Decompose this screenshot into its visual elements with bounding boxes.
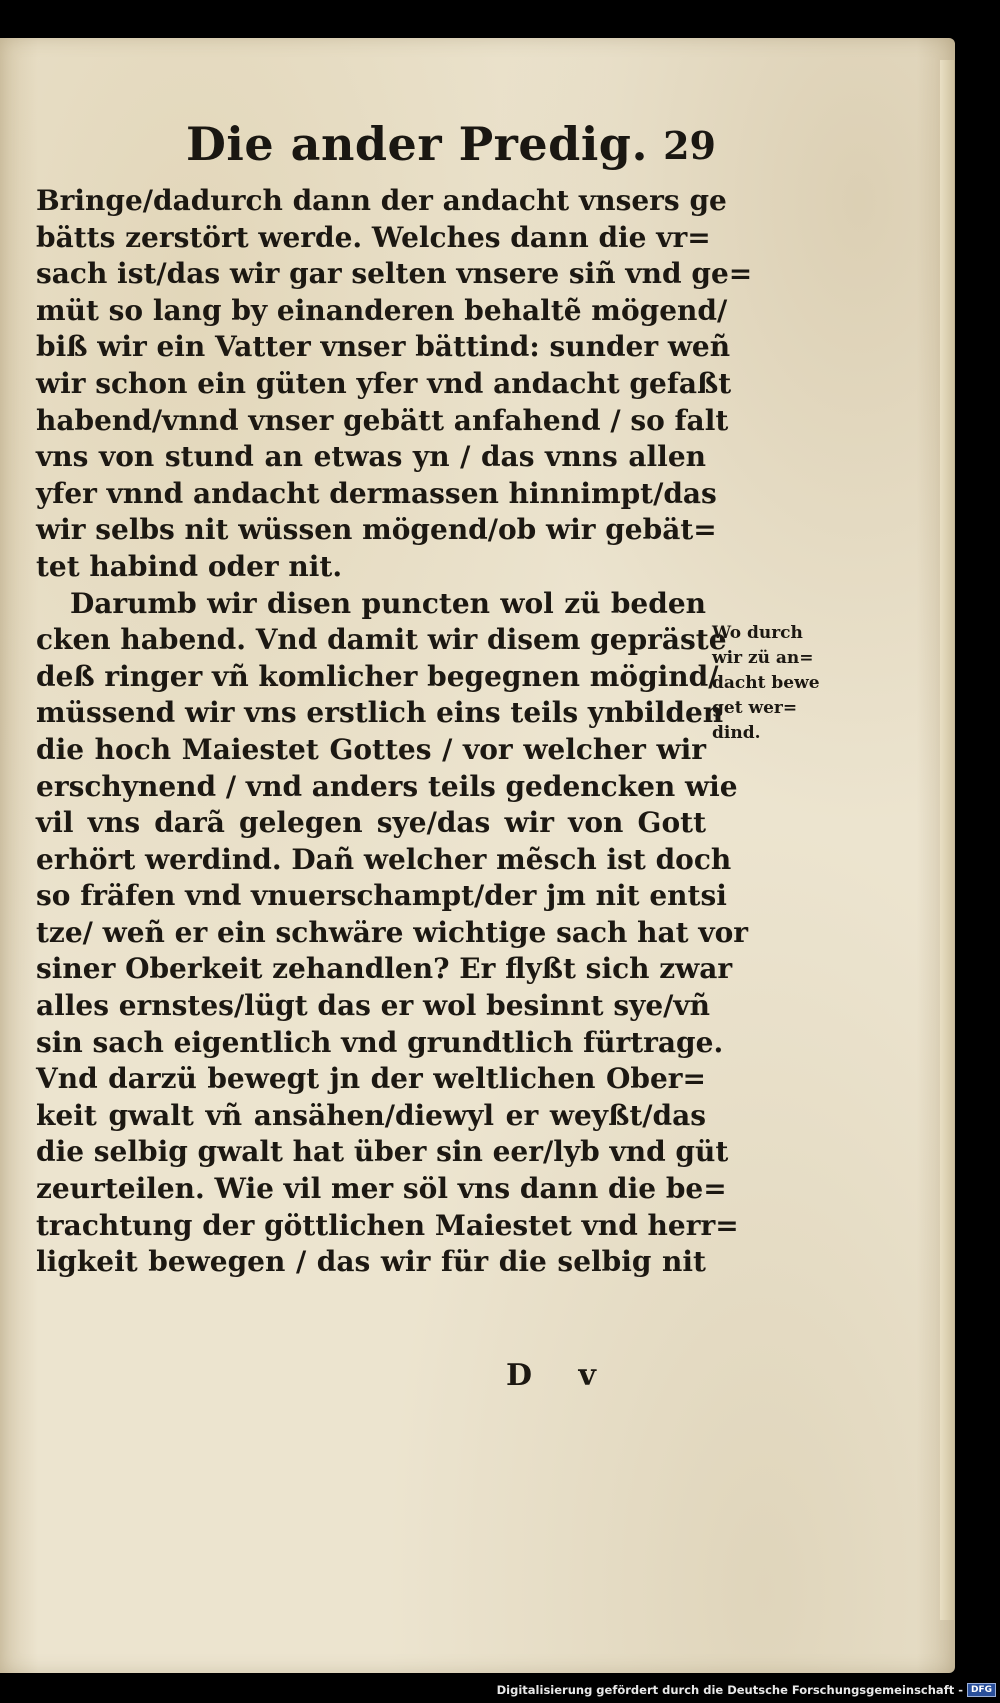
text-line: tze/ weñ er ein schwäre wichtige sach hat vor xyxy=(36,915,749,949)
text-line: deß ringer vñ komlicher begegnen mögind/ xyxy=(36,659,719,693)
text-line: keit gwalt vñ ansähen/diewyl er weyßt/das xyxy=(36,1098,706,1132)
text-line: sach ist/das wir gar selten vnsere siñ vnd ge= xyxy=(36,257,753,291)
text-line: bätts zerstört werde. Welches dann die vr= xyxy=(36,220,711,254)
digitization-credit xyxy=(497,1679,996,1701)
text-line: yfer vnnd andacht dermassen hinnimpt/das xyxy=(36,476,717,510)
text-line: Darumb wir disen puncten wol zü beden xyxy=(70,586,706,620)
page-number: 29 xyxy=(663,123,716,168)
marginal-line: wir zü an= xyxy=(712,648,814,668)
signature-mark: D v xyxy=(506,1358,614,1393)
marginal-note xyxy=(712,621,852,746)
text-line: müssend wir vns erstlich eins teils ynbilden xyxy=(36,696,724,730)
page-header xyxy=(186,117,716,177)
text-line: müt so lang by einanderen behaltẽ mögend/ xyxy=(36,293,728,327)
dfg-logo: DFG xyxy=(967,1683,996,1697)
marginal-line: dacht bewe xyxy=(712,673,820,693)
text-line: biß wir ein Vatter vnser bättind: sunder weñ xyxy=(36,330,731,364)
running-title: Die ander Predig. xyxy=(186,117,648,171)
text-line: erhört werdind. Dañ welcher mẽsch ist doch xyxy=(36,842,732,876)
marginal-line: dind. xyxy=(712,723,761,743)
text-line: zeurteilen. Wie vil mer söl vns dann die be= xyxy=(36,1172,727,1206)
page-edge xyxy=(940,60,954,1620)
text-line: vns von stund an etwas yn / das vnns allen xyxy=(36,440,706,474)
text-line: die selbig gwalt hat über sin eer/lyb vnd güt xyxy=(36,1135,729,1169)
text-line: die hoch Maiestet Gottes / vor welcher wir xyxy=(36,732,706,766)
text-line: wir selbs nit wüssen mögend/ob wir gebät= xyxy=(36,513,717,547)
text-line: so fräfen vnd vnuerschampt/der jm nit entsi xyxy=(36,879,727,913)
text-line: trachtung der göttlichen Maiestet vnd herr= xyxy=(36,1208,739,1242)
credit-text: Digitalisierung gefördert durch die Deutsche Forschungsgemeinschaft - xyxy=(496,1683,963,1697)
text-line: Vnd darzü bewegt jn der weltlichen Ober= xyxy=(36,1062,706,1096)
text-line: alles ernstes/lügt das er wol besinnt sye/vñ xyxy=(36,989,711,1023)
text-line: cken habend. Vnd damit wir disem gepräste xyxy=(36,623,727,657)
text-line: tet habind oder nit. xyxy=(36,549,343,583)
text-line: siner Oberkeit zehandlen? Er flyßt sich zwar xyxy=(36,952,733,986)
text-line: sin sach eigentlich vnd grundtlich fürtrage. xyxy=(36,1025,724,1059)
marginal-line: get wer= xyxy=(712,698,798,718)
text-line: habend/vnnd vnser gebätt anfahend / so falt xyxy=(36,403,729,437)
text-line: ligkeit bewegen / das wir für die selbig nit xyxy=(36,1245,706,1279)
text-line: erschynend / vnd anders teils gedencken wie xyxy=(36,769,738,803)
marginal-line: Wo durch xyxy=(712,623,803,643)
body-text xyxy=(36,183,753,1281)
text-line: wir schon ein güten yfer vnd andacht gefaßt xyxy=(36,366,732,400)
text-line: Bringe/dadurch dann der andacht vnsers ge xyxy=(36,184,727,217)
text-line: vil vns darã gelegen sye/das wir von Gott xyxy=(36,806,706,840)
